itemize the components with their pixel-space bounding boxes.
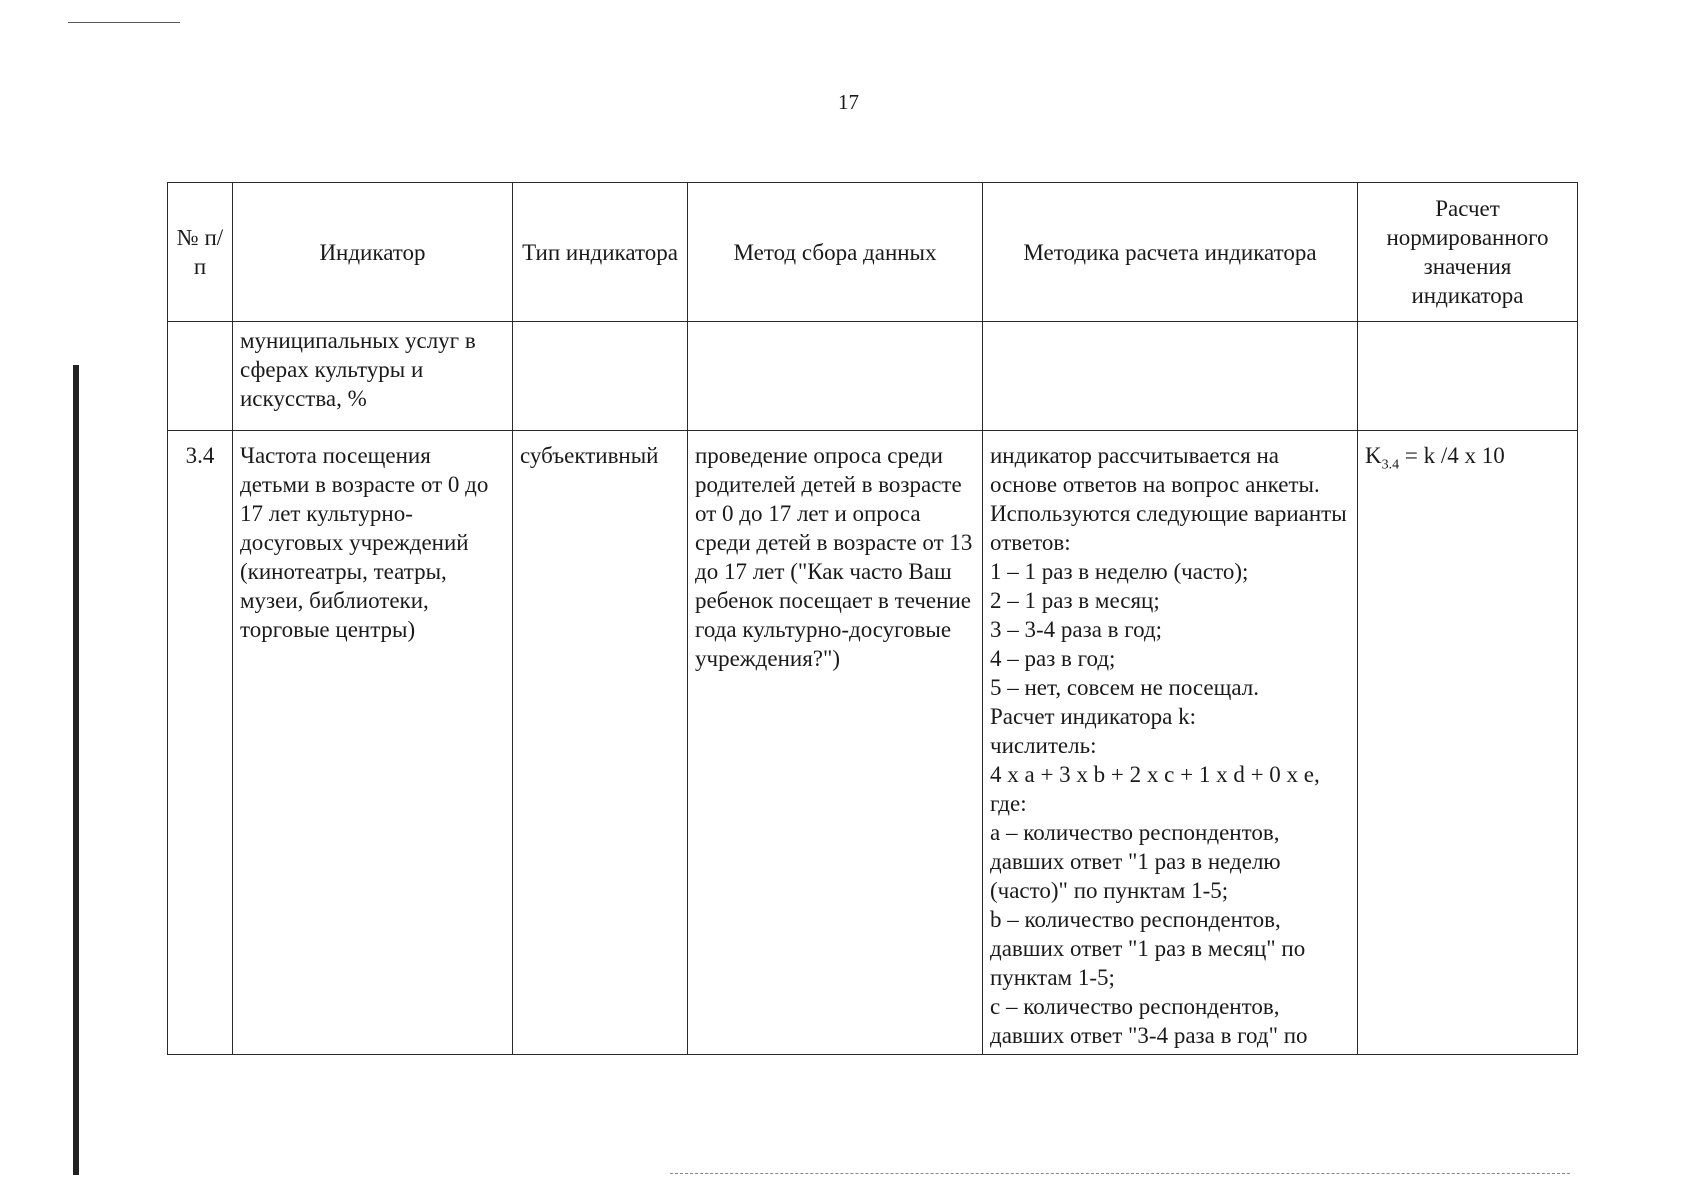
cell-num — [168, 322, 233, 431]
methodology-line: 4 x a + 3 x b + 2 x c + 1 x d + 0 x e, — [990, 762, 1320, 787]
header-method: Метод сбора данных — [688, 183, 983, 322]
top-scan-rule — [68, 22, 180, 23]
methodology-line: c – количество респондентов, давших ответ "3-4 раза в год" по — [990, 994, 1308, 1048]
methodology-line: 2 – 1 раз в месяц; — [990, 588, 1160, 613]
cell-indicator: Частота посещения детьми в возрасте от 0 до 17 лет культурно-досуговых учреждений (кинотеатры, театры, музеи, библиотеки, торговые центры) — [233, 431, 513, 1055]
methodology-line: числитель: — [990, 733, 1097, 758]
cell-num: 3.4 — [168, 431, 233, 1055]
cell-type — [513, 322, 688, 431]
k-subscript: 3.4 — [1381, 457, 1400, 473]
cell-methodology — [983, 431, 1358, 1055]
cell-methodology — [983, 322, 1358, 431]
bottom-scan-rule — [670, 1173, 1570, 1174]
header-indicator: Индикатор — [233, 183, 513, 322]
cell-method: проведение опроса среди родителей детей в возрасте от 0 до 17 лет и опроса среди детей в возрасте от 13 до 17 лет ("Как часто Ваш ребенок посещает в течение года культурно-досуговые учреждения?") — [688, 431, 983, 1055]
methodology-line: b – количество респондентов, давших ответ "1 раз в месяц" по пунктам 1-5; — [990, 907, 1306, 990]
cell-normalized — [1358, 322, 1578, 431]
methodology-line: Расчет индикатора k: — [990, 704, 1196, 729]
table-row-continuation — [168, 322, 1578, 431]
methodology-line: 1 – 1 раз в неделю (часто); — [990, 559, 1249, 584]
methodology-line: Используются следующие варианты ответов: — [990, 501, 1347, 555]
methodology-line: индикатор рассчитывается на основе ответов на вопрос анкеты. — [990, 443, 1320, 497]
header-normalized: Расчет нормированного значения индикатора — [1358, 183, 1578, 322]
cell-type: субъективный — [513, 431, 688, 1055]
left-scan-bar — [73, 365, 79, 1175]
cell-indicator: муниципальных услуг в сферах культуры и искусства, % — [233, 322, 513, 431]
header-num: № п/п — [168, 183, 233, 322]
cell-normalized — [1358, 431, 1578, 1055]
normalized-formula: = k /4 x 10 — [1399, 443, 1505, 468]
methodology-line: a – количество респондентов, давших ответ "1 раз в неделю (часто)" по пунктам 1-5; — [990, 820, 1281, 903]
table-header-row — [168, 183, 1578, 322]
table-row-3-4 — [168, 431, 1578, 1055]
header-type: Тип индикатора — [513, 183, 688, 322]
methodology-line: 5 – нет, совсем не посещал. — [990, 675, 1259, 700]
cell-method — [688, 322, 983, 431]
methodology-line: 4 – раз в год; — [990, 646, 1116, 671]
page-number: 17 — [838, 90, 859, 114]
k-symbol: K — [1365, 443, 1382, 468]
header-methodology: Методика расчета индикатора — [983, 183, 1358, 322]
methodology-line: 3 – 3-4 раза в год; — [990, 617, 1163, 642]
indicator-table — [167, 182, 1578, 1055]
methodology-line: где: — [990, 791, 1027, 816]
